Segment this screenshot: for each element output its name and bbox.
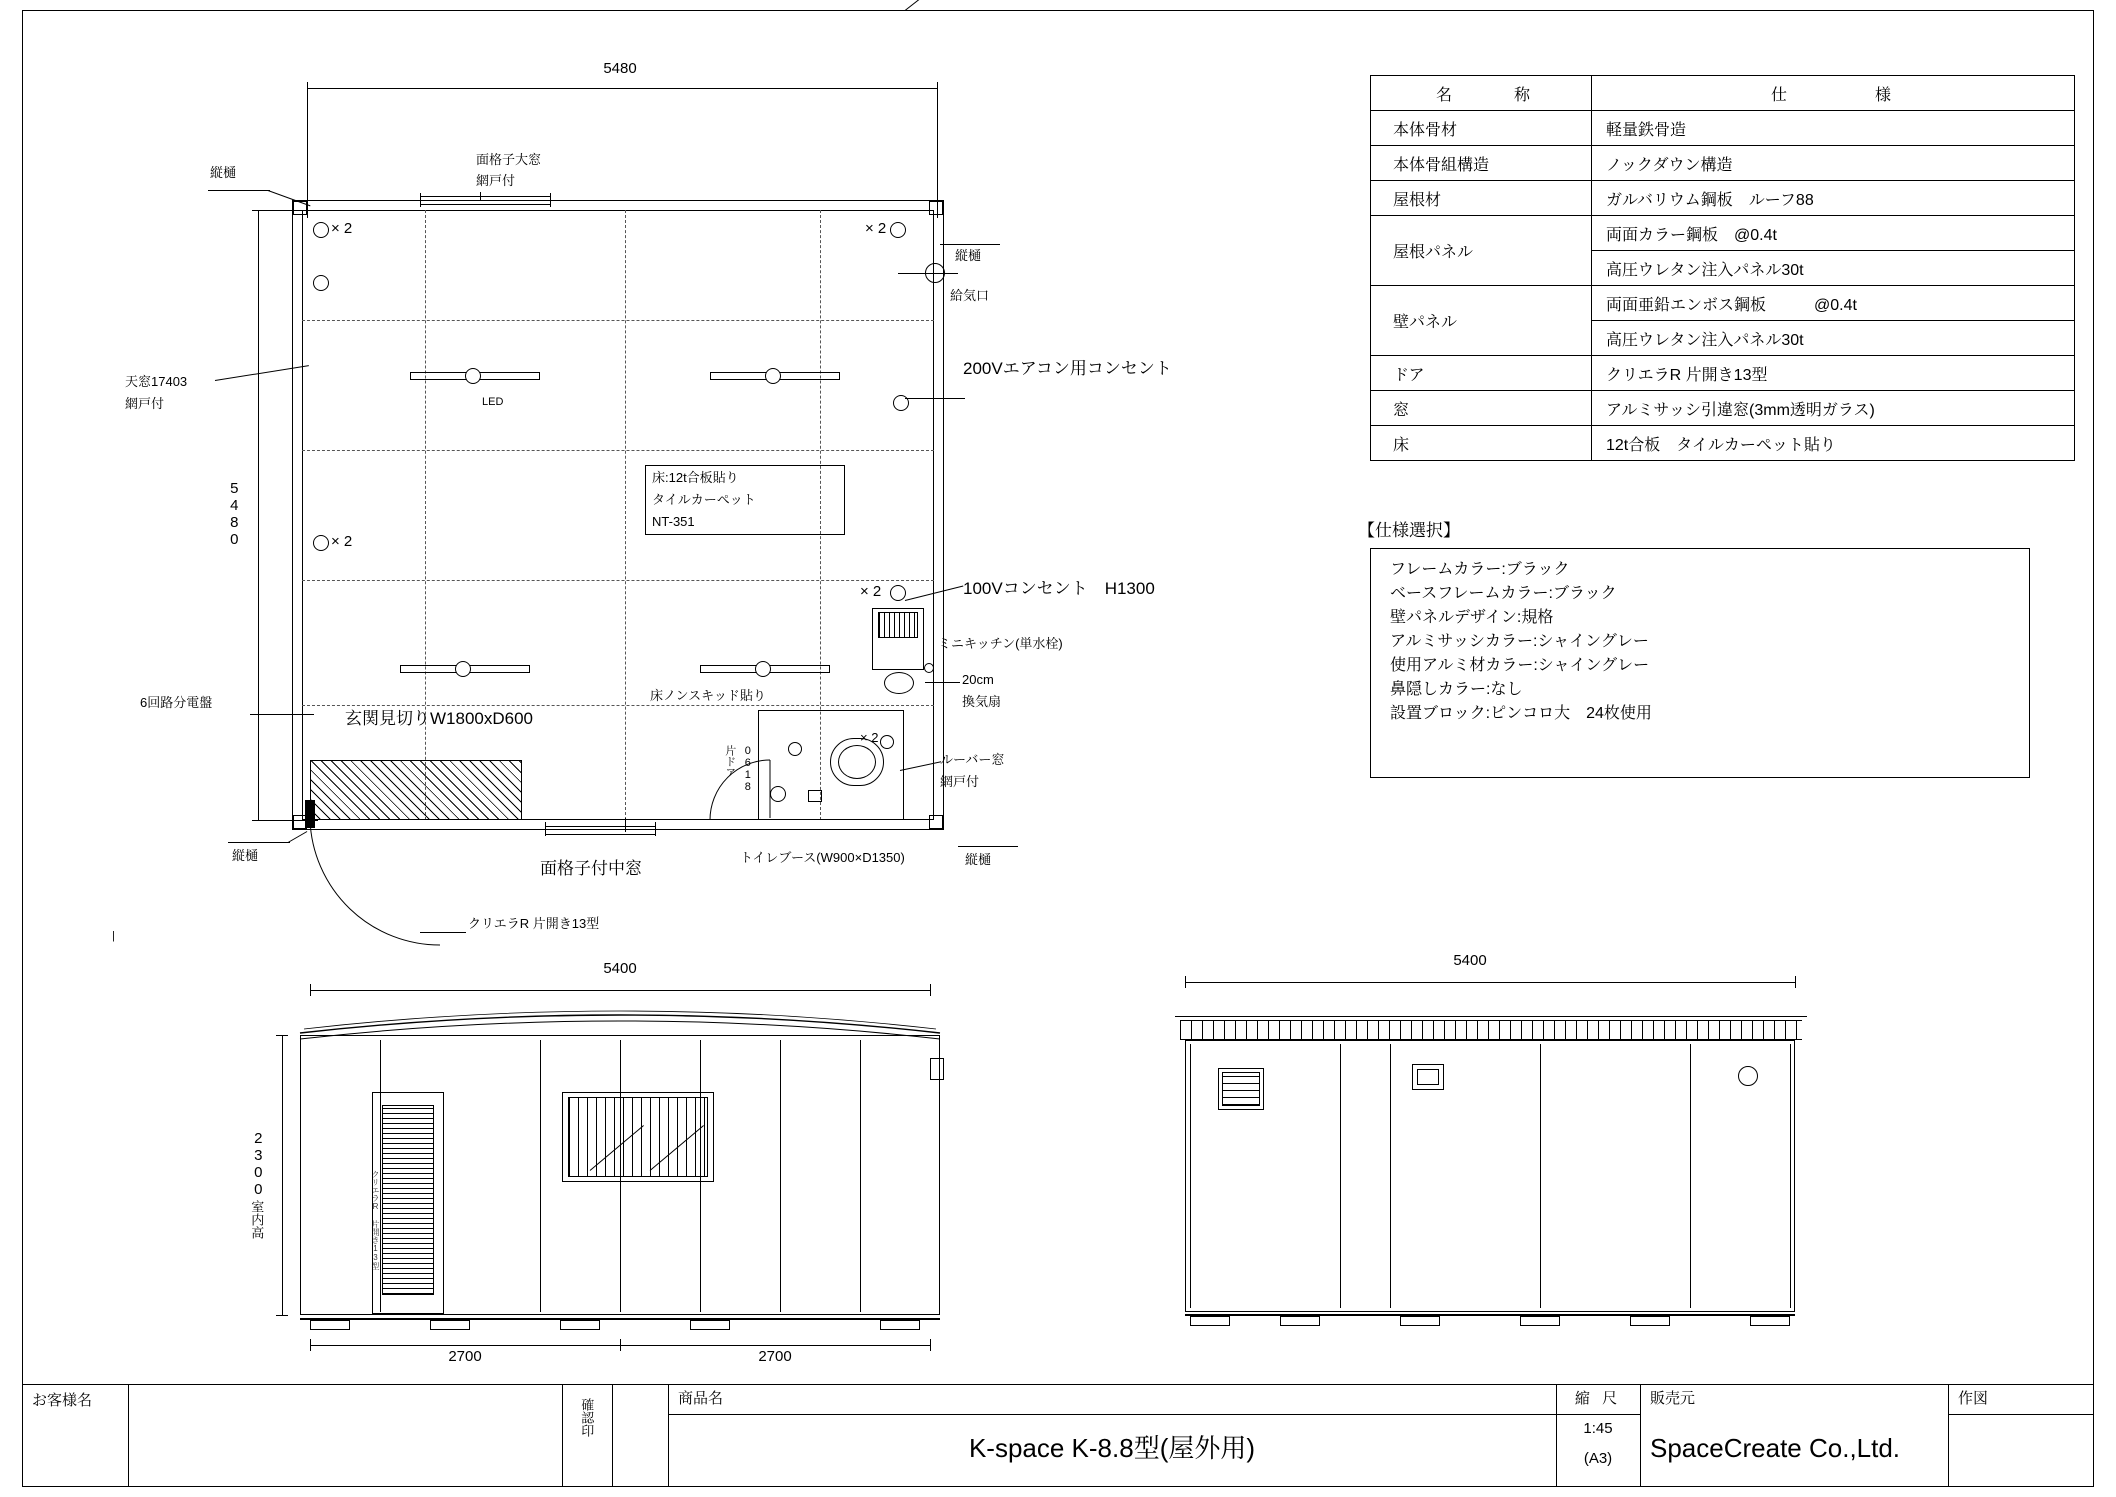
side-joint-2	[1340, 1044, 1341, 1308]
plan-dim-top-line	[307, 88, 937, 89]
front-base-foot-2	[430, 1320, 470, 1330]
led-fixture-4-dot	[755, 661, 771, 677]
plan-ext-right	[937, 88, 938, 218]
label-vent-1: 20cm	[962, 672, 994, 687]
leader-downspout-br	[958, 846, 1018, 847]
toilet-door-swing	[700, 700, 830, 830]
plan-grid-h1	[302, 320, 934, 321]
spec-value-floor: 12t合板 タイルカーペット貼り	[1592, 426, 2075, 461]
side-dim-top-tick-l	[1185, 976, 1186, 988]
front-base-foot-1	[310, 1320, 350, 1330]
option-item-sash-color: アルミサッシカラー:シャイングレー	[1390, 633, 1649, 650]
titleblock-scale-line	[1556, 1414, 1640, 1415]
side-joint-4	[1540, 1044, 1541, 1308]
plan-corner-post-tr	[929, 201, 943, 215]
floor-note-line2: タイルカーペット	[652, 492, 756, 507]
side-base-foot-5	[1630, 1316, 1670, 1326]
spec-table	[1370, 75, 2075, 461]
outlet-symbol-tl-1	[313, 222, 329, 238]
spec-name-window: 窓	[1371, 391, 1592, 426]
titleblock-div-1	[128, 1384, 129, 1487]
label-skylight-1: 天窓17403	[125, 374, 188, 389]
side-base-foot-4	[1520, 1316, 1560, 1326]
mini-kitchen-sink	[884, 672, 914, 694]
entrance-hatch	[310, 760, 522, 820]
front-dim-height-line	[282, 1035, 283, 1315]
titleblock-scale-sheet: (A3)	[1583, 1450, 1613, 1467]
outlet-symbol-left-mid	[313, 535, 329, 551]
titleblock-scale-value: 1:45	[1583, 1420, 1613, 1437]
spec-name-roofpanel: 屋根パネル	[1371, 216, 1592, 286]
spec-header-value: 仕 様	[1592, 76, 2075, 111]
option-item-alu-color: 使用アルミ材カラー:シャイングレー	[1390, 657, 1650, 674]
spec-name-floor: 床	[1371, 426, 1592, 461]
spec-value-wallpanel-2: 高圧ウレタン注入パネル30t	[1592, 321, 2075, 356]
side-joint-3	[1390, 1044, 1391, 1308]
spec-row-door	[1371, 356, 2075, 391]
led-fixture-2-dot	[765, 368, 781, 384]
front-dim-height-tick-t	[276, 1035, 288, 1036]
leader-window-big-v	[480, 192, 481, 200]
options-list	[1390, 558, 1652, 726]
front-door-label: クリエラR 片開き13型	[371, 1170, 380, 1270]
side-joint-1	[1190, 1044, 1191, 1308]
plan-window-big-e2	[550, 193, 551, 207]
front-dim-bot-2: 2700	[758, 1348, 792, 1365]
side-joint-5	[1690, 1044, 1691, 1308]
front-right-vent	[930, 1058, 944, 1080]
titleblock-seller-label: 販売元	[1650, 1390, 1696, 1407]
leader-door-note	[420, 932, 466, 933]
front-dim-bot-1: 2700	[448, 1348, 482, 1365]
spec-value-window: アルミサッシ引違窓(3mm透明ガラス)	[1592, 391, 2075, 426]
spec-row-wallpanel-1	[1371, 286, 2075, 321]
titleblock-div-6	[1640, 1384, 1641, 1487]
spec-row-floor	[1371, 426, 2075, 461]
side-dim-top-tick-r	[1795, 976, 1796, 988]
titleblock-sub-line	[668, 1414, 1556, 1415]
plan-window-big-e1	[420, 193, 421, 207]
leader-panel-board	[250, 714, 314, 715]
side-base-foot-1	[1190, 1316, 1230, 1326]
side-vent-inner	[1417, 1069, 1439, 1085]
spec-value-roofpanel-1: 両面カラー鋼板 @0.4t	[1592, 216, 2075, 251]
led-fixture-3-dot	[455, 661, 471, 677]
leader-downspout-tr	[940, 244, 1000, 245]
spec-value-roofpanel-2: 高圧ウレタン注入パネル30t	[1592, 251, 2075, 286]
toilet-door-label-2: 0618	[741, 745, 754, 793]
label-vent-2: 換気扇	[962, 694, 1002, 709]
spec-row-frame	[1371, 111, 2075, 146]
titleblock-top-line	[22, 1384, 2094, 1385]
front-panel-joint-5	[780, 1040, 781, 1312]
label-mid-window: 面格子付中窓	[540, 859, 642, 878]
plan-window-big-2	[420, 204, 550, 205]
floor-note-line1: 床:12t合板貼り	[652, 470, 739, 485]
option-item-fascia-color: 鼻隠しカラー:なし	[1390, 681, 1523, 698]
spec-value-roofmat: ガルバリウム鋼板 ルーフ88	[1592, 181, 2075, 216]
side-base-foot-6	[1750, 1316, 1790, 1326]
side-body	[1185, 1040, 1795, 1312]
spec-name-wallpanel: 壁パネル	[1371, 286, 1592, 356]
label-louver-1: ルーバー窓	[940, 752, 1005, 767]
side-base-foot-2	[1280, 1316, 1320, 1326]
side-base-foot-3	[1400, 1316, 1440, 1326]
label-nonskid: 床ノンスキッド貼り	[650, 688, 766, 703]
spec-value-door: クリエラR 片開き13型	[1592, 356, 2075, 391]
titleblock-customer-label: お客様名	[32, 1392, 93, 1409]
outlet-x2-left: × 2	[331, 533, 353, 550]
plan-mid-window-2	[545, 834, 655, 835]
outlet-x2-right: × 2	[860, 583, 882, 600]
option-item-baseframe-color: ベースフレームカラー:ブラック	[1390, 585, 1617, 602]
front-height-label: 室内高	[249, 1200, 265, 1239]
side-louver-blades	[1222, 1072, 1260, 1106]
spec-name-door: ドア	[1371, 356, 1592, 391]
front-door-louver	[382, 1105, 434, 1295]
front-base-foot-5	[880, 1320, 920, 1330]
outlet-x2-lowright: × 2	[860, 730, 879, 745]
spec-header-row	[1371, 76, 2075, 111]
plan-dim-left-line	[258, 210, 259, 820]
titleblock-drawer-label: 作図	[1958, 1390, 1989, 1407]
spec-value-frame: 軽量鉄骨造	[1592, 111, 2075, 146]
label-downspout-tl: 縦樋	[210, 165, 237, 180]
spec-row-roofpanel-1	[1371, 216, 2075, 251]
front-panel-joint-6	[860, 1040, 861, 1312]
leader-vent	[925, 682, 960, 683]
outlet-x2-tl: × 2	[331, 220, 353, 237]
spec-name-frame: 本体骨材	[1371, 111, 1592, 146]
spec-header-name: 名 称	[1371, 76, 1592, 111]
plan-mid-window-e2	[655, 822, 656, 836]
label-skylight-2: 網戸付	[125, 396, 165, 411]
outlet-symbol-tl-2	[313, 275, 329, 291]
front-dim-height-tick-b	[276, 1315, 288, 1316]
spec-value-wallpanel-1: 両面亜鉛エンボス鋼板 @0.4t	[1592, 286, 2075, 321]
titleblock-div-2	[562, 1384, 563, 1487]
front-base-foot-4	[690, 1320, 730, 1330]
side-intake-circle	[1738, 1066, 1758, 1086]
side-roof-top	[1175, 1016, 1807, 1017]
titleblock-scale-label: 縮 尺	[1574, 1390, 1622, 1407]
titleblock-product-label: 商品名	[678, 1390, 724, 1407]
label-mini-kitchen: ミニキッチン(単水栓)	[938, 636, 1063, 651]
options-title: 【仕様選択】	[1358, 521, 1460, 540]
leader-downspout-tl-u	[208, 190, 270, 191]
plan-grid-h3	[302, 580, 934, 581]
plan-corner-post-br	[929, 815, 943, 829]
front-dim-bot-tick-r	[930, 1339, 931, 1351]
titleblock-div-3	[612, 1384, 613, 1487]
label-downspout-bl: 縦樋	[232, 848, 259, 863]
kitchen-tap	[924, 663, 934, 673]
label-downspout-br: 縦樋	[965, 852, 992, 867]
front-base-line	[300, 1318, 940, 1320]
plan-grid-h2	[302, 450, 934, 451]
plan-grid-h4	[302, 705, 934, 706]
titleblock-approval-label: 確認印	[579, 1398, 595, 1437]
label-window-big-2: 網戸付	[476, 173, 516, 188]
label-aircon-outlet: 200Vエアコン用コンセント	[963, 359, 1172, 378]
front-dim-height: 2300	[249, 1130, 267, 1198]
spec-row-structure	[1371, 146, 2075, 181]
spec-name-structure: 本体骨組構造	[1371, 146, 1592, 181]
titleblock-div-7	[1948, 1384, 1949, 1487]
side-dim-top: 5400	[1453, 952, 1487, 969]
leader-window-big-u	[430, 196, 480, 197]
side-joint-6	[1790, 1044, 1791, 1308]
toilet-bowl-inner	[838, 745, 876, 779]
floor-note-line3: NT-351	[652, 514, 695, 529]
label-toilet-booth: トイレブース(W900×D1350)	[740, 850, 905, 865]
outlet-symbol-tr	[890, 222, 906, 238]
label-window-big-1: 面格子大窓	[476, 152, 542, 167]
plan-dim-top: 5480	[603, 60, 637, 77]
plan-grid-v2	[625, 210, 626, 820]
label-door-note: クリエラR 片開き13型	[468, 916, 600, 931]
label-louver-2: 網戸付	[940, 774, 980, 789]
spec-value-structure: ノックダウン構造	[1592, 146, 2075, 181]
plan-ext-left	[307, 88, 308, 218]
titleblock-drawer-line	[1948, 1414, 2094, 1415]
spec-name-roofmat: 屋根材	[1371, 181, 1592, 216]
option-item-wallpanel-design: 壁パネルデザイン:規格	[1390, 609, 1554, 626]
outlet-x2-tr: × 2	[865, 220, 887, 237]
plan-dim-left: 5480	[225, 480, 243, 548]
label-entrance: 玄関見切りW1800xD600	[345, 709, 534, 728]
option-item-frame-color: フレームカラー:ブラック	[1390, 561, 1570, 578]
front-base-foot-3	[560, 1320, 600, 1330]
plan-mid-window-e1	[545, 822, 546, 836]
outlet-symbol-right-100v	[890, 585, 906, 601]
leader-downspout-bl-u	[228, 842, 290, 843]
front-dim-top: 5400	[603, 960, 637, 977]
side-base-line	[1185, 1314, 1795, 1316]
plan-wall-break	[625, 818, 626, 832]
label-panel-board: 6回路分電盤	[140, 695, 213, 710]
spec-row-window	[1371, 391, 2075, 426]
option-item-blocks: 設置ブロック:ピンコロ大 24枚使用	[1390, 705, 1652, 722]
side-roof	[1180, 1020, 1802, 1040]
front-dim-bot-tick-m	[620, 1339, 621, 1351]
plan-tick-mark: |	[112, 930, 115, 942]
entry-door-leaf	[305, 800, 315, 828]
leader-aircon	[905, 398, 965, 399]
spec-row-roofmat	[1371, 181, 2075, 216]
label-outlet-100v: 100Vコンセント H1300	[963, 579, 1155, 598]
front-dim-bot-tick-l	[310, 1339, 311, 1351]
front-panel-joint-2	[540, 1040, 541, 1312]
label-air-intake: 給気口	[950, 288, 990, 303]
mini-kitchen-grill	[878, 612, 918, 638]
plan-mid-window-1	[545, 826, 655, 827]
titleblock-seller-name: SpaceCreate Co.,Ltd.	[1650, 1433, 1901, 1463]
air-intake-leader	[898, 273, 958, 274]
side-dim-top-line	[1185, 982, 1795, 983]
led-fixture-1-dot	[465, 368, 481, 384]
label-downspout-tr: 縦樋	[955, 248, 982, 263]
titleblock-product-name: K-space K-8.8型(屋外用)	[968, 1433, 1256, 1463]
led-label: LED	[482, 396, 504, 408]
toilet-door-label-1: 片ドア	[723, 745, 736, 778]
